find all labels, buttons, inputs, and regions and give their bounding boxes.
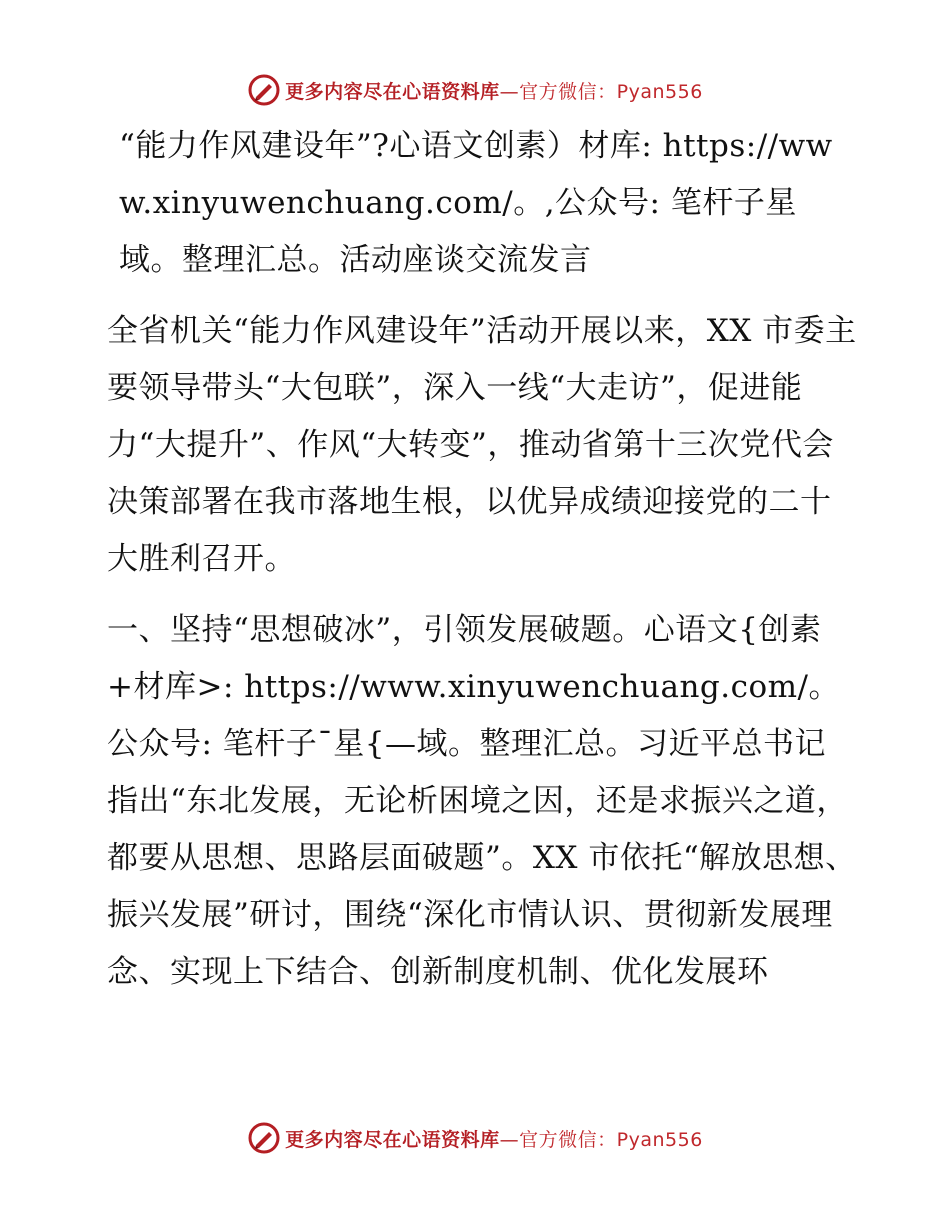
banner-text [285,77,703,104]
banner-title: 更多内容尽在心语资料库 [285,1128,500,1151]
logo-pen-icon [247,73,281,107]
paragraph-section-one: 一、坚持“思想破冰”，引领发展破题。心语文{创素+材库>: https://www.xinyuwenchuang.com/。公众号: 笔杆子¯星{—域。整理汇总。习近平总书记指出“东北发展，无论析困境之因，还是求振兴之道，都要从思想、思路层面破题”。XX 市依托“解放思想、振兴发展”研讨，围绕“深化市情认识、贯彻新发展理念、实现上下结合、创新制度机制、优化发展环 [107,612,857,990]
banner-separator: — [499,80,520,103]
banner-title: 更多内容尽在心语资料库 [285,80,500,103]
paragraph-intro: 全省机关“能力作风建设年”活动开展以来，XX 市委主要领导带头“大包联”，深入一线“大走访”，促进能力“大提升”、作风“大转变”，推动省第十三次党代会决策部署在我市落地生根，以优异成绩迎接党的二十大胜利召开。 [107,313,857,577]
header-banner [0,70,950,110]
banner-separator: — [499,1128,520,1151]
document-body [97,118,857,1001]
footer-banner [0,1118,950,1158]
banner-wechat: 官方微信：Pyan556 [519,1128,703,1151]
banner-wechat: 官方微信：Pyan556 [519,80,703,103]
document-heading: “能力作风建设年”?心语文创素）材库: https://www.xinyuwenchuang.com/。,公众号: 笔杆子星域。整理汇总。活动座谈交流发言 [119,128,833,278]
logo-pen-icon [247,1121,281,1155]
banner-text [285,1125,703,1152]
